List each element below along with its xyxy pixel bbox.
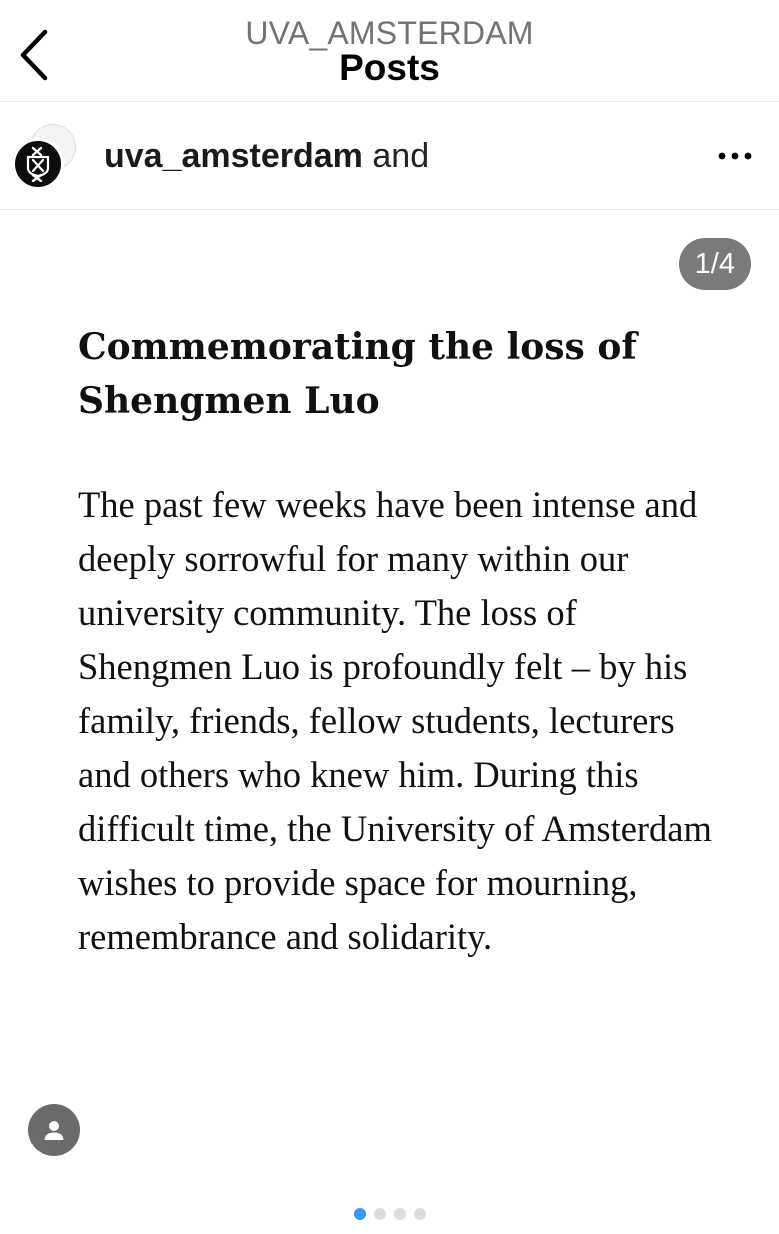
- carousel-dot: [394, 1208, 406, 1220]
- page-title: Posts: [339, 47, 440, 88]
- slide-counter: 1/4: [679, 238, 751, 290]
- slide-body-text: The past few weeks have been intense and deeply sorrowful for many within our university community. The loss of Shengmen Luo is profoundly felt – by his family, friends, fellow students, lecturers and others who knew him. During this difficult time, the University of Amsterdam wishes to provide space for mourning, remembrance and solidarity.: [78, 484, 712, 957]
- carousel-dots: [0, 1206, 779, 1222]
- more-horizontal-icon: [718, 152, 752, 160]
- collab-and-text[interactable]: and: [372, 137, 430, 175]
- slide-heading: Commemorating the loss of Shengmen Luo: [78, 326, 637, 422]
- uva-crest-icon: [23, 146, 53, 182]
- more-options-button[interactable]: [715, 138, 755, 174]
- person-icon: [42, 1118, 66, 1142]
- top-nav: [0, 0, 779, 102]
- carousel-dot: [414, 1208, 426, 1220]
- carousel-dot: [354, 1208, 366, 1220]
- post-media-slide[interactable]: [0, 210, 779, 1180]
- carousel-dot: [374, 1208, 386, 1220]
- collab-avatars[interactable]: [12, 122, 82, 192]
- uva-logo-avatar[interactable]: [12, 138, 64, 190]
- post-header: [0, 102, 779, 210]
- author-username[interactable]: uva_amsterdam: [104, 137, 363, 175]
- nav-username[interactable]: UVA_AMSTERDAM: [245, 15, 534, 51]
- author-line: [104, 136, 429, 176]
- tagged-people-button[interactable]: [28, 1104, 80, 1156]
